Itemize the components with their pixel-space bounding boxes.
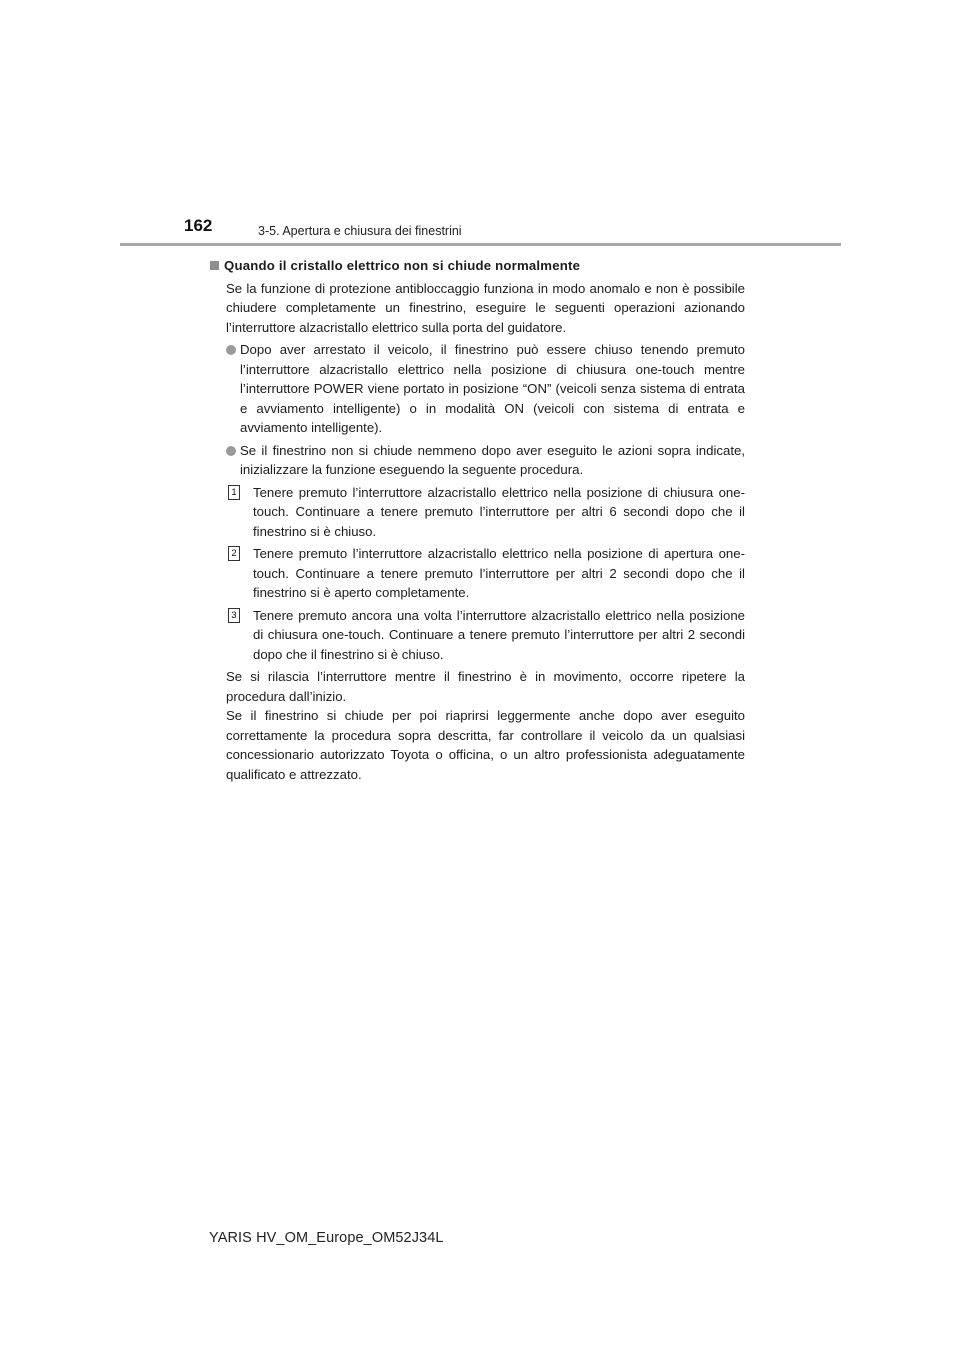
step-number-badge: 1 [228, 485, 240, 500]
procedure-step [228, 606, 745, 665]
step-number-badge: 2 [228, 546, 240, 561]
header-rule [120, 243, 841, 246]
intro-paragraph: Se la funzione di protezione antibloccaggio funziona in modo anomalo e non è possibile chiudere completamente un finestrino, eseguire le seguenti operazioni azionando l’interruttore alzacristallo elettrico sulla porta del guidatore. [226, 280, 745, 335]
page-number: 162 [184, 216, 213, 235]
bullet-item [226, 441, 745, 480]
subsection-heading [210, 256, 745, 276]
closing-paragraph: Se il finestrino si chiude per poi riaprirsi leggermente anche dopo aver eseguito correttamente la procedura sopra descritta, far controllare il veicolo da un qualsiasi concessionario autorizzato Toyota o officina, o un altro professionista adeguatamente qualificato e attrezzato. [226, 708, 745, 782]
circle-bullet-icon [226, 345, 236, 355]
step-text: Tenere premuto l’interruttore alzacristallo elettrico nella posizione di apertura one-touch. Continuare a tenere premuto l’interruttore per altri 2 secondi dopo che il finestrino si è aperto completamente. [253, 546, 745, 600]
footer-doc-id: YARIS HV_OM_Europe_OM52J34L [209, 1230, 444, 1246]
square-bullet-icon [210, 261, 219, 270]
circle-bullet-icon [226, 446, 236, 456]
closing-paragraph: Se si rilascia l’interruttore mentre il finestrino è in movimento, occorre ripetere la procedura dall’inizio. [226, 669, 745, 704]
bullet-text: Dopo aver arrestato il veicolo, il finestrino può essere chiuso tenendo premuto l’interruttore alzacristallo elettrico nella posizione di chiusura one-touch mentre l’interruttore POWER viene portato in posizione “ON” (veicoli senza sistema di entrata e avviamento intelligente) o in modalità ON (veicoli con sistema di entrata e avviamento intelligente). [240, 342, 745, 435]
step-text: Tenere premuto ancora una volta l’interruttore alzacristallo elettrico nella posizione di chiusura one-touch. Continuare a tenere premuto l’interruttore per altri 2 secondi dopo che il finestrino si è chiuso. [253, 607, 745, 662]
bullet-item [226, 340, 745, 438]
subsection-heading-text: Quando il cristallo elettrico non si chiude normalmente [224, 258, 581, 273]
procedure-step [228, 483, 745, 542]
content [210, 256, 745, 784]
procedure-step [228, 544, 745, 603]
step-number-badge: 3 [228, 608, 240, 623]
step-text: Tenere premuto l’interruttore alzacristallo elettrico nella posizione di chiusura one-touch. Continuare a tenere premuto l’interruttore per altri 6 secondi dopo che il finestrino si è chiuso. [253, 484, 745, 539]
bullet-text: Se il finestrino non si chiude nemmeno dopo aver eseguito le azioni sopra indicate, inizializzare la funzione eseguendo la seguente procedura. [240, 442, 745, 477]
section-title: 3-5. Apertura e chiusura dei finestrini [258, 224, 462, 238]
